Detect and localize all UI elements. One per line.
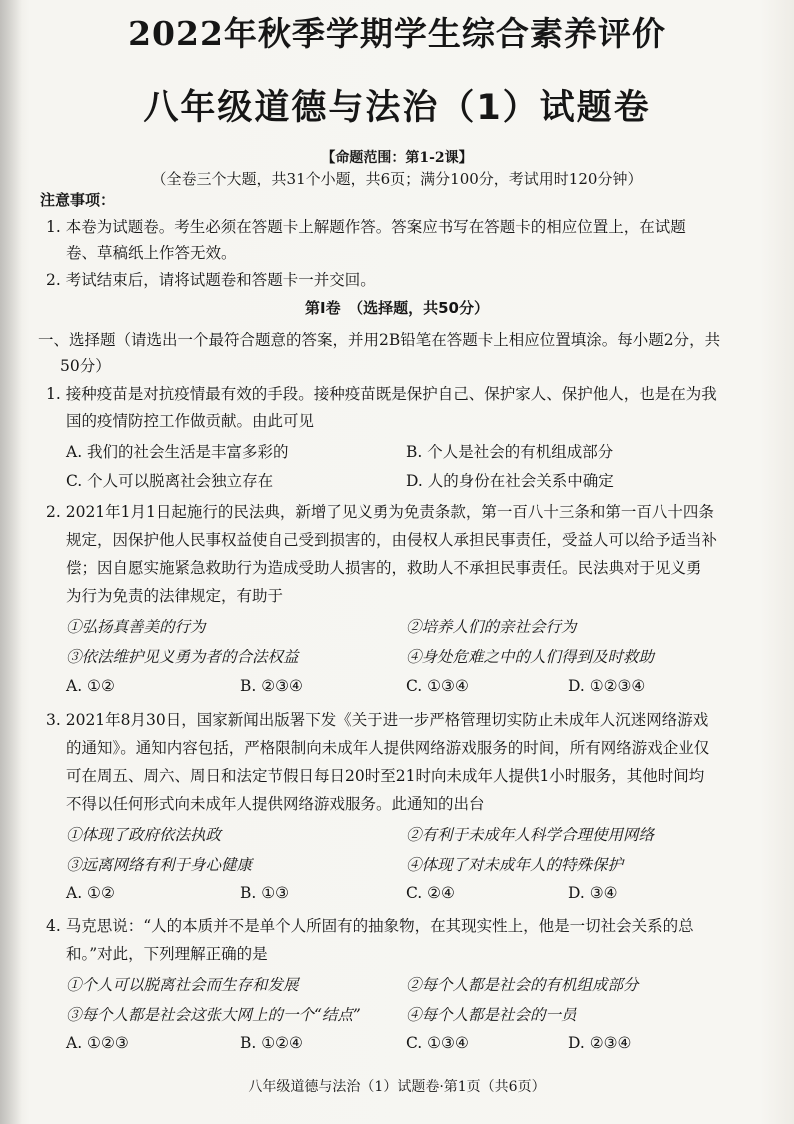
notes-heading: 注意事项： xyxy=(40,191,116,209)
q2-stem-line-1: 2. 2021年1月1日起施行的民法典，新增了见义勇为免责条款，第一百八十三条和第一百八十四条 xyxy=(46,503,714,521)
section-title: 第Ⅰ卷 （选择题，共50分） xyxy=(305,299,489,317)
note-2: 2. 考试结束后，请将试题卷和答题卡一并交回。 xyxy=(46,271,376,289)
q2-stem-line-2: 规定，因保护他人民事权益使自己受到损害的，由侵权人承担民事责任，受益人可以给予适当补 xyxy=(66,531,718,549)
q2-statement-2: ②培养人们的亲社会行为 xyxy=(406,618,577,636)
q3-option-c: C. ②④ xyxy=(406,884,455,902)
q4-stem-line-1: 4. 马克思说：“人的本质并不是单个人所固有的抽象物，在其现实性上，他是一切社会关系的总 xyxy=(46,917,694,935)
q2-statement-1: ①弘扬真善美的行为 xyxy=(66,618,206,636)
q2-statement-4: ④身处危难之中的人们得到及时救助 xyxy=(406,648,655,666)
q2-option-a: A. ①② xyxy=(66,677,115,695)
q1-option-c: C. 个人可以脱离社会独立存在 xyxy=(66,472,274,490)
page-footer: 八年级道德与法治（1）试题卷·第1页（共6页） xyxy=(248,1079,546,1095)
q3-option-b: B. ①③ xyxy=(240,884,290,902)
q1-stem-line-1: 1. 接种疫苗是对抗疫情最有效的手段。接种疫苗既是保护自己、保护家人、保护他人，也是在为我 xyxy=(46,385,717,403)
q2-statement-3: ③依法维护见义勇为者的合法权益 xyxy=(66,648,299,666)
q1-stem-line-2: 国的疫情防控工作做贡献。由此可见 xyxy=(66,412,315,430)
q3-stem-line-1: 3. 2021年8月30日，国家新闻出版署下发《关于进一步严格管理切实防止未成年人沉迷网络游戏 xyxy=(46,711,709,729)
q4-statement-2: ②每个人都是社会的有机组成部分 xyxy=(406,976,639,994)
exam-subtitle: 八年级道德与法治（1）试题卷 xyxy=(143,88,651,128)
q4-statement-1: ①个人可以脱离社会而生存和发展 xyxy=(66,976,299,994)
q3-stem-line-3: 可在周五、周六、周日和法定节假日每日20时至21时向未成年人提供1小时服务，其他时间均 xyxy=(66,767,705,785)
note-1-line-2: 卷、草稿纸上作答无效。 xyxy=(66,244,237,262)
q3-option-d: D. ③④ xyxy=(568,884,618,902)
q4-option-c: C. ①③④ xyxy=(406,1034,469,1052)
section-instruction-line-2: 50分） xyxy=(60,357,111,375)
q4-stem-line-2: 和。”对此，下列理解正确的是 xyxy=(66,945,268,963)
q2-option-b: B. ②③④ xyxy=(240,677,303,695)
q4-option-a: A. ①②③ xyxy=(66,1034,129,1052)
q2-option-d: D. ①②③④ xyxy=(568,677,646,695)
q1-option-b: B. 个人是社会的有机组成部分 xyxy=(406,443,614,461)
section-instruction-line-1: 一、选择题（请选出一个最符合题意的答案，并用2B铅笔在答题卡上相应位置填涂。每小题2分，共 xyxy=(38,331,721,349)
q1-option-a: A. 我们的社会生活是丰富多彩的 xyxy=(66,443,289,461)
q3-stem-line-2: 的通知》。通知内容包括，严格限制向未成年人提供网络游戏服务的时间，所有网络游戏企业仅 xyxy=(66,739,710,757)
q2-option-c: C. ①③④ xyxy=(406,677,469,695)
exam-info: （全卷三个大题，共31个小题，共6页；满分100分，考试用时120分钟） xyxy=(151,170,643,188)
q4-option-b: B. ①②④ xyxy=(240,1034,303,1052)
q3-statement-2: ②有利于未成年人科学合理使用网络 xyxy=(406,826,655,844)
q3-statement-4: ④体现了对未成年人的特殊保护 xyxy=(406,856,624,874)
q4-option-d: D. ②③④ xyxy=(568,1034,632,1052)
q2-stem-line-4: 为行为免责的法律规定，有助于 xyxy=(66,587,284,605)
note-1-line-1: 1. 本卷为试题卷。考生必须在答题卡上解题作答。答案应书写在答题卡的相应位置上，在试题 xyxy=(46,218,686,236)
q4-statement-3: ③每个人都是社会这张大网上的一个“结点” xyxy=(66,1006,361,1024)
q4-statement-4: ④每个人都是社会的一员 xyxy=(406,1006,577,1024)
exam-scope: 【命题范围：第1-2课】 xyxy=(321,150,473,166)
q2-stem-line-3: 偿；因自愿实施紧急救助行为造成受助人损害的，救助人不承担民事责任。民法典对于见义勇 xyxy=(66,559,702,577)
q3-statement-1: ①体现了政府依法执政 xyxy=(66,826,222,844)
q3-stem-line-4: 不得以任何形式向未成年人提供网络游戏服务。此通知的出台 xyxy=(66,795,485,813)
q3-option-a: A. ①② xyxy=(66,884,115,902)
q3-statement-3: ③远离网络有利于身心健康 xyxy=(66,856,253,874)
exam-title: 2022年秋季学期学生综合素养评价 xyxy=(128,14,666,53)
q1-option-d: D. 人的身份在社会关系中确定 xyxy=(406,472,614,490)
